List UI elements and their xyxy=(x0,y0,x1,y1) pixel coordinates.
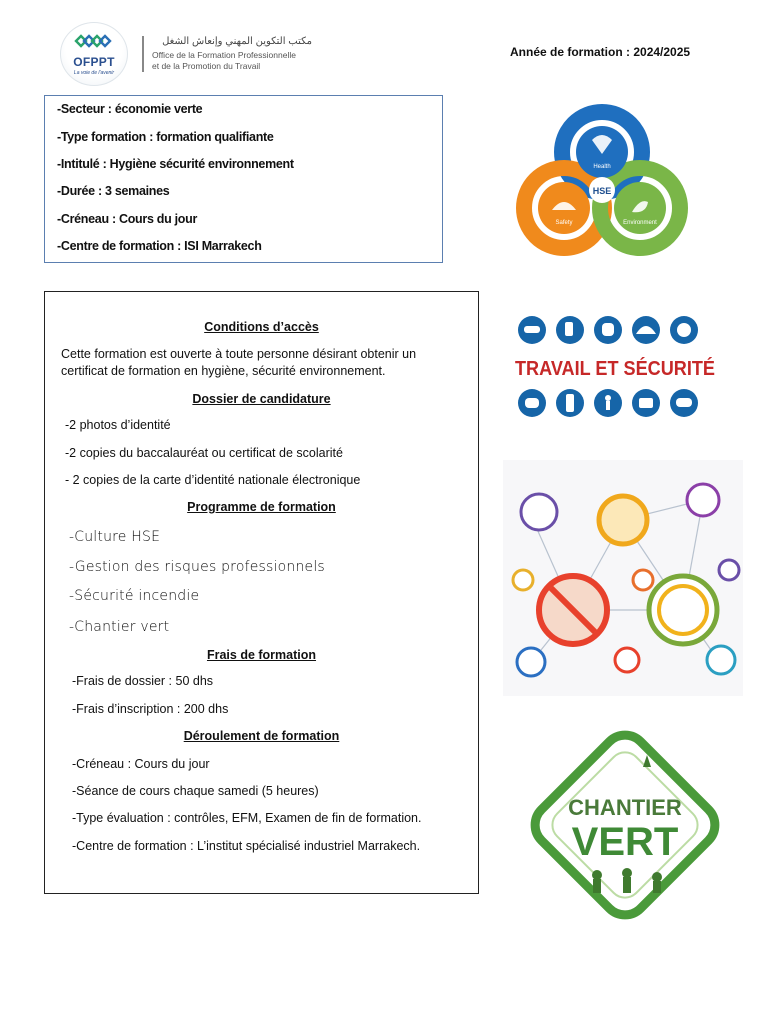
frais-item-2: -Frais d’inscription : 200 dhs xyxy=(72,702,229,716)
info-intitule: -Intitulé : Hygiène sécurité environnement xyxy=(57,157,294,171)
deroulement-item-2: -Séance de cours chaque samedi (5 heures) xyxy=(72,784,319,798)
hse-safety-label: Safety xyxy=(555,220,573,226)
conditions-text-1: Cette formation est ouverte à toute personne désirant obtenir un xyxy=(61,347,417,361)
logo-arabic-text: مكتب التكوين المهني وإنعاش الشغل xyxy=(162,36,312,47)
info-creneau: -Créneau : Cours du jour xyxy=(57,212,198,226)
logo-line-1: Office de la Formation Professionnelle xyxy=(152,50,296,60)
ofppt-seal xyxy=(60,22,128,86)
programme-item-1: -Culture HSE xyxy=(69,529,161,545)
travail-securite-title: TRAVAIL ET SÉCURITÉ xyxy=(515,358,720,380)
deroulement-item-1: -Créneau : Cours du jour xyxy=(72,757,210,771)
dossier-item-1: -2 photos d’identité xyxy=(65,418,171,432)
training-year: Année de formation : 2024/2025 xyxy=(510,45,691,59)
safety-network-image xyxy=(503,460,743,696)
info-duree: -Durée : 3 semaines xyxy=(57,184,170,198)
deroulement-heading: Déroulement de formation xyxy=(183,729,340,743)
hse-environment-label: Environment xyxy=(623,220,657,226)
programme-heading: Programme de formation xyxy=(187,500,336,514)
info-type: -Type formation : formation qualifiante xyxy=(57,130,274,144)
programme-item-2: -Gestion des risques professionnels xyxy=(69,559,325,575)
programme-item-3: -Sécurité incendie xyxy=(69,588,200,604)
ofppt-brand: OFPPT xyxy=(73,55,115,69)
deroulement-item-3: -Type évaluation : contrôles, EFM, Examen de fin de formation. xyxy=(72,811,422,825)
chantier-vert-image xyxy=(517,727,733,927)
conditions-heading: Conditions d’accès xyxy=(204,320,319,334)
chantier-vert-line-1: CHANTIER xyxy=(568,795,682,820)
dossier-item-3: - 2 copies de la carte d’identité nationale électronique xyxy=(65,473,361,487)
info-centre: -Centre de formation : ISI Marrakech xyxy=(57,239,262,253)
ofppt-slogan: La voie de l'avenir xyxy=(73,70,115,76)
chantier-vert-line-2: VERT xyxy=(571,820,679,864)
info-box xyxy=(44,95,443,263)
dossier-heading: Dossier de candidature xyxy=(192,392,331,406)
frais-item-1: -Frais de dossier : 50 dhs xyxy=(72,674,214,688)
info-secteur: -Secteur : économie verte xyxy=(57,102,203,116)
logo-divider xyxy=(142,36,144,72)
dossier-item-2: -2 copies du baccalauréat ou certificat de scolarité xyxy=(65,446,343,460)
travail-securite-image xyxy=(510,310,720,425)
logo-line-2: et de la Promotion du Travail xyxy=(152,61,261,71)
hse-health-label: Health xyxy=(593,164,611,170)
hse-diagram-image xyxy=(512,100,692,260)
conditions-text-2: certificat de formation en hygiène, sécurité environnement. xyxy=(61,364,386,378)
deroulement-item-4: -Centre de formation : L’institut spécialisé industriel Marrakech. xyxy=(72,839,421,853)
ofppt-mark-icon xyxy=(73,32,115,50)
ofppt-logo xyxy=(60,22,310,86)
frais-heading: Frais de formation xyxy=(206,648,317,662)
hse-center-label: HSE xyxy=(592,186,612,196)
main-box xyxy=(44,291,479,894)
programme-item-4: -Chantier vert xyxy=(69,619,170,635)
